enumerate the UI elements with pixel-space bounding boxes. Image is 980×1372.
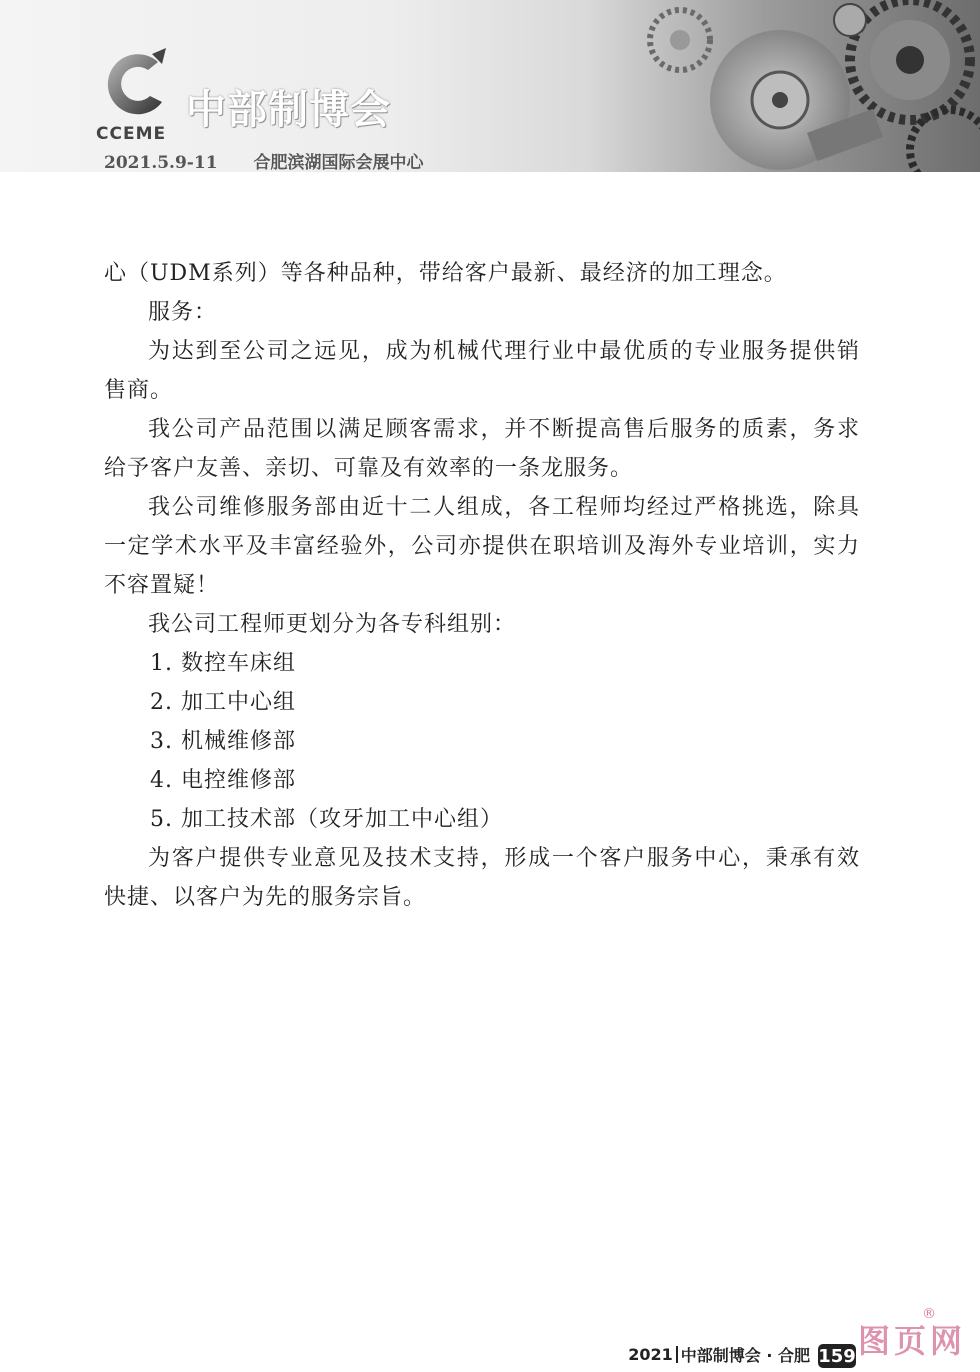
article-body (104, 254, 860, 917)
expo-venue: 合肥滨湖国际会展中心 (253, 153, 424, 172)
page-footer (628, 1343, 810, 1366)
page-number: 159 (818, 1345, 856, 1367)
date-venue-line (104, 148, 423, 172)
cceme-logo-icon (96, 44, 176, 124)
list-item: 3. 机械维修部 (150, 729, 296, 754)
paragraph: 我公司产品范围以满足顾客需求，并不断提高售后服务的质素，务求给予客户友善、亲切、可靠及有效率的一条龙服务。 (104, 417, 860, 481)
list-item: 1. 数控车床组 (150, 651, 296, 676)
footer-year: 2021 (628, 1345, 673, 1364)
paragraph: 我公司维修服务部由近十二人组成，各工程师均经过严格挑选，除具一定学术水平及丰富经验外，公司亦提供在职培训及海外专业培训，实力不容置疑！ (104, 495, 860, 598)
list-item: 5. 加工技术部（攻牙加工中心组） (150, 807, 503, 832)
header-banner (0, 0, 980, 172)
site-watermark: 图页网 (857, 1322, 966, 1360)
paragraph: 心（UDM系列）等各种品种，带给客户最新、最经济的加工理念。 (104, 261, 787, 286)
expo-date: 2021.5.9-11 (104, 153, 218, 172)
paragraph: 我公司工程师更划分为各专科组别： (148, 612, 517, 637)
paragraph: 为达到至公司之远见，成为机械代理行业中最优质的专业服务提供销售商。 (104, 339, 860, 403)
list-item: 2. 加工中心组 (150, 690, 296, 715)
logo-text: CCEME (96, 124, 167, 144)
registered-mark: ® (922, 1306, 936, 1322)
paragraph: 服务： (148, 300, 218, 325)
expo-title: 中部制博会 (186, 87, 391, 133)
footer-event: 中部制博会 · 合肥 (680, 1346, 810, 1365)
machinery-gears-image (480, 0, 980, 172)
paragraph: 为客户提供专业意见及技术支持，形成一个客户服务中心，秉承有效快捷、以客户为先的服务宗旨。 (104, 846, 860, 910)
footer-divider (676, 1346, 678, 1363)
list-item: 4. 电控维修部 (150, 768, 296, 793)
